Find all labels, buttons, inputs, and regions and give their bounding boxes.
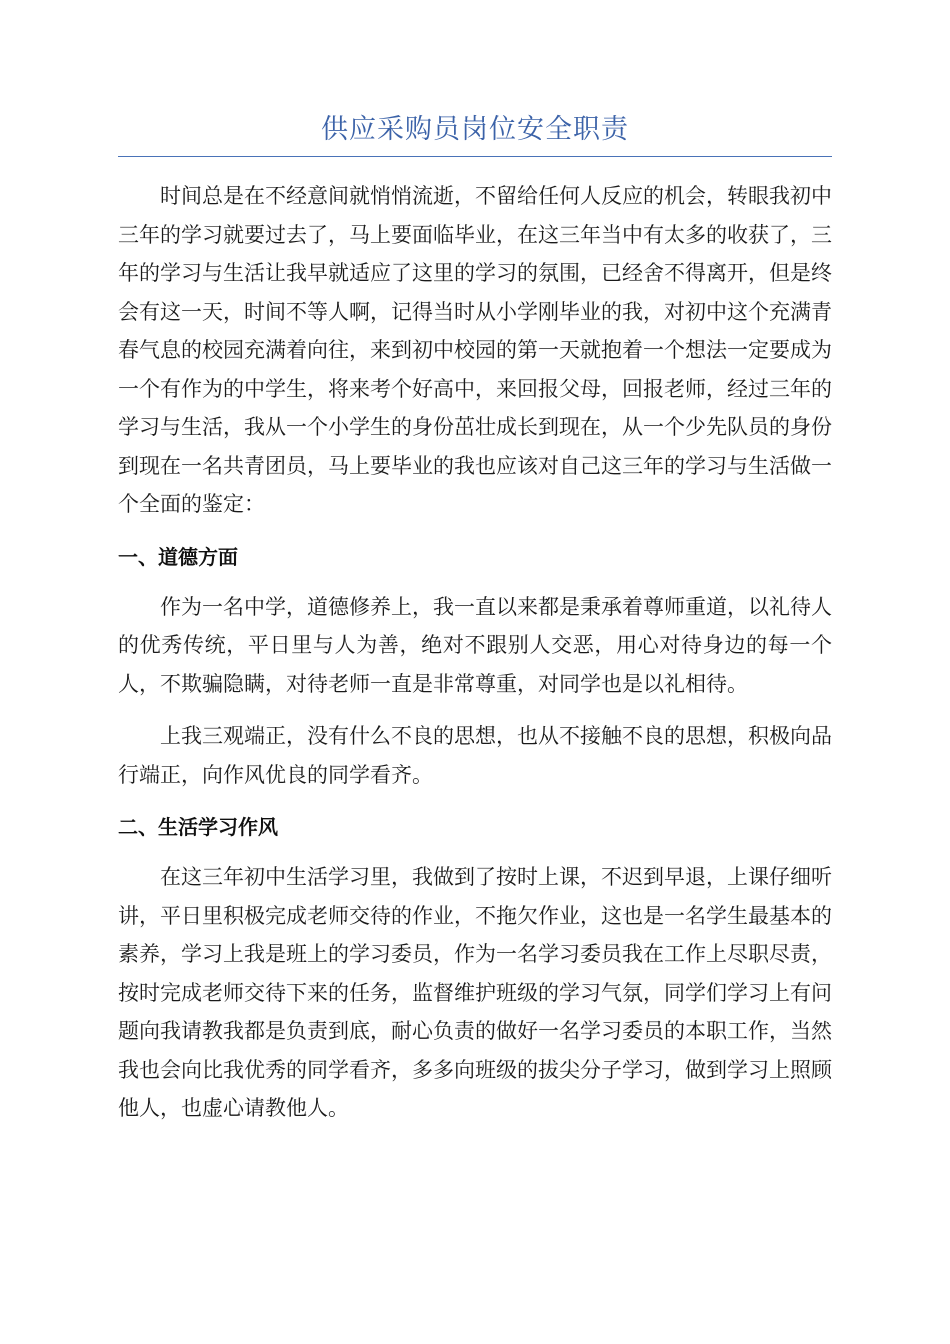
morality-paragraph-2: 上我三观端正，没有什么不良的思想，也从不接触不良的思想，积极向品行端正，向作风优良的同学看齐。	[118, 724, 832, 787]
document-title: 供应采购员岗位安全职责	[321, 114, 629, 145]
section-heading-morality: 一、道德方面	[118, 544, 238, 569]
study-life-paragraph-1: 在这三年初中生活学习里，我做到了按时上课，不迟到早退，上课仔细听讲，平日里积极完成老师交待的作业，不拖欠作业，这也是一名学生最基本的素养，学习上我是班上的学习委员，作为一名学习委员我在工作上尽职尽责，按时完成老师交待下来的任务，监督维护班级的学习气氛，同学们学习上有问题向我请教我都是负责到底，耐心负责的做好一名学习委员的本职工作，当然我也会向比我优秀的同学看齐，多多向班级的拔尖分子学习，做到学习上照顾他人，也虚心请教他人。	[118, 865, 832, 1120]
section-heading-study-life: 二、生活学习作风	[118, 815, 278, 839]
title-underline	[118, 156, 832, 157]
document-body	[118, 177, 832, 1128]
morality-paragraph-1: 作为一名中学，道德修养上，我一直以来都是秉承着尊师重道，以礼待人的优秀传统，平日里与人为善，绝对不跟别人交恶，用心对待身边的每一个人，不欺骗隐瞒，对待老师一直是非常尊重，对同学也是以礼相待。	[118, 594, 832, 696]
intro-paragraph: 时间总是在不经意间就悄悄流逝，不留给任何人反应的机会，转眼我初中三年的学习就要过去了，马上要面临毕业，在这三年当中有太多的收获了，三年的学习与生活让我早就适应了这里的学习的氛围，已经舍不得离开，但是终会有这一天，时间不等人啊，记得当时从小学刚毕业的我，对初中这个充满青春气息的校园充满着向往，来到初中校园的第一天就抱着一个想法一定要成为一个有作为的中学生，将来考个好高中，来回报父母，回报老师，经过三年的学习与生活，我从一个小学生的身份茁壮成长到现在，从一个少先队员的身份到现在一名共青团员，马上要毕业的我也应该对自己这三年的学习与生活做一个全面的鉴定：	[118, 184, 832, 516]
